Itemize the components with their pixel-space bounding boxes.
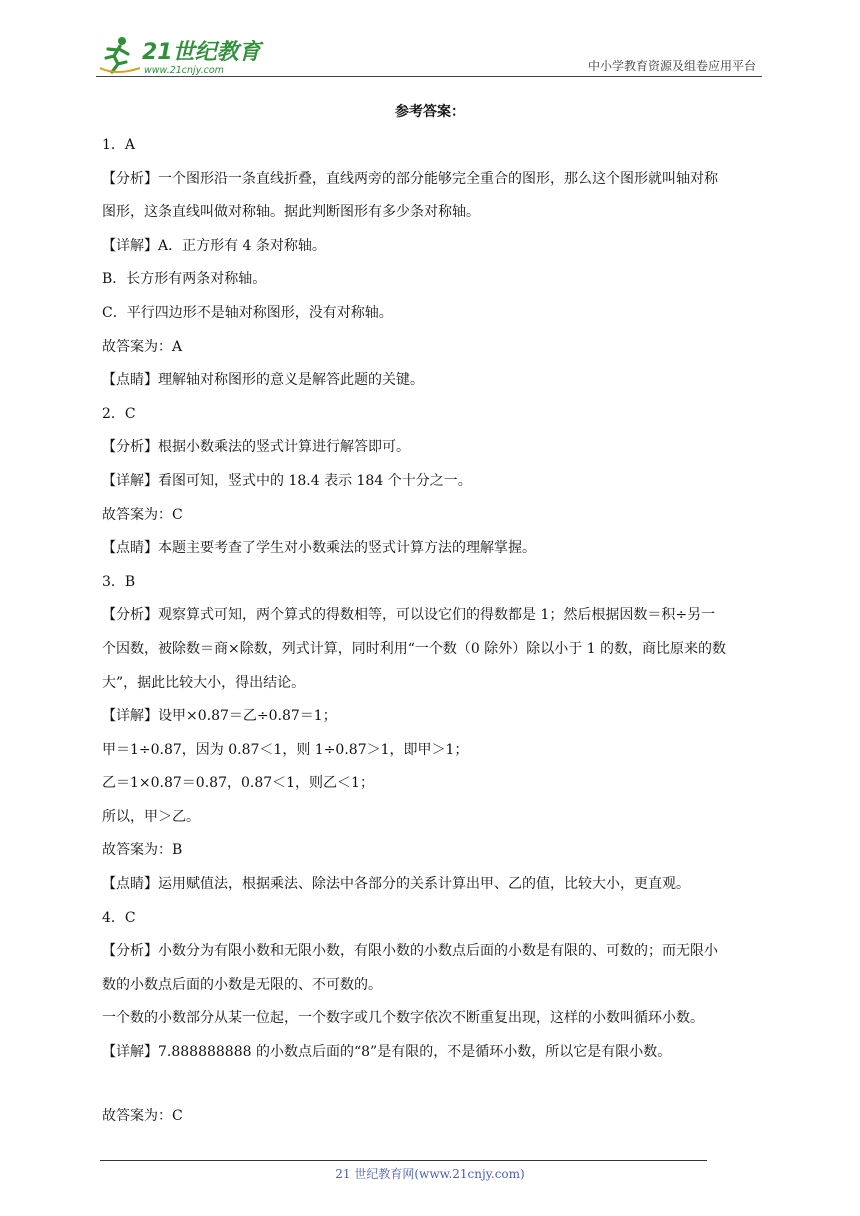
- answer-text: 故答案为：B: [102, 842, 183, 859]
- answer-number: 3．B: [102, 573, 136, 590]
- detail-text: 【详解】A．正方形有 4 条对称轴。: [102, 237, 326, 254]
- answer-content: [102, 129, 766, 1133]
- analysis-text: 大”，据此比较大小，得出结论。: [102, 674, 306, 691]
- detail-text: 【详解】7.888888888 的小数点后面的“8”是有限的，不是循环小数，所以它是有限小数。: [102, 1044, 672, 1061]
- page-title: 参考答案：: [395, 104, 465, 120]
- detail-text: 【详解】设甲×0.87＝乙÷0.87＝1；: [102, 708, 337, 725]
- analysis-text: 数的小数点后面的小数是无限的、不可数的。: [102, 976, 382, 993]
- comment-text: 【点睛】理解轴对称图形的意义是解答此题的关键。: [102, 372, 424, 389]
- comment-text: 【点睛】本题主要考查了学生对小数乘法的竖式计算方法的理解掌握。: [102, 540, 536, 557]
- detail-text: 甲＝1÷0.87，因为 0.87＜1，则 1÷0.87＞1，即甲＞1；: [102, 741, 469, 758]
- answer-text: 故答案为：C: [102, 506, 183, 523]
- answer-text: 故答案为：C: [102, 1107, 183, 1124]
- svg-text:21世纪教育: 21世纪教育: [142, 40, 261, 65]
- answer-number: 2．C: [102, 405, 136, 422]
- comment-text: 【点睛】运用赋值法，根据乘法、除法中各部分的关系计算出甲、乙的值，比较大小，更直观。: [102, 876, 690, 893]
- detail-text: 乙＝1×0.87＝0.87，0.87＜1，则乙＜1；: [102, 775, 374, 792]
- blank-gap: [102, 1070, 766, 1100]
- answer-text: 故答案为：A: [102, 338, 183, 355]
- analysis-text: 图形，这条直线叫做对称轴。据此判断图形有多少条对称轴。: [102, 204, 480, 221]
- analysis-text: 【分析】观察算式可知，两个算式的得数相等，可以设它们的得数都是 1；然后根据因数＝积÷另一: [102, 607, 716, 624]
- svg-text:www.21cnjy.com: www.21cnjy.com: [144, 65, 224, 76]
- logo-21cnjy: [96, 32, 266, 76]
- footer-divider: [100, 1160, 707, 1161]
- platform-name: 中小学教育资源及组卷应用平台: [587, 59, 756, 73]
- answer-number: 4．C: [102, 909, 136, 926]
- analysis-text: 个因数，被除数＝商×除数，列式计算，同时利用“一个数（0 除外）除以小于 1 的数，商比原来的数: [102, 640, 727, 657]
- detail-text: 所以，甲＞乙。: [102, 808, 200, 825]
- page-header: [96, 30, 760, 78]
- detail-text: B．长方形有两条对称轴。: [102, 271, 267, 288]
- footer-link[interactable]: 21 世纪教育网(www.21cnjy.com): [335, 1167, 525, 1181]
- analysis-text: 【分析】一个图形沿一条直线折叠，直线两旁的部分能够完全重合的图形，那么这个图形就叫轴对称: [102, 170, 718, 187]
- analysis-text: 【分析】小数分为有限小数和无限小数，有限小数的小数点后面的小数是有限的、可数的；而无限小: [102, 943, 718, 960]
- header-divider: [96, 76, 762, 77]
- analysis-text: 【分析】根据小数乘法的竖式计算进行解答即可。: [102, 439, 410, 456]
- detail-text: 【详解】看图可知，竖式中的 18.4 表示 184 个十分之一。: [102, 472, 472, 489]
- answer-number: 1．A: [102, 137, 136, 153]
- detail-text: C．平行四边形不是轴对称图形，没有对称轴。: [102, 304, 393, 321]
- analysis-text: 一个数的小数部分从某一位起，一个数字或几个数字依次不断重复出现，这样的小数叫循环小数。: [102, 1010, 704, 1027]
